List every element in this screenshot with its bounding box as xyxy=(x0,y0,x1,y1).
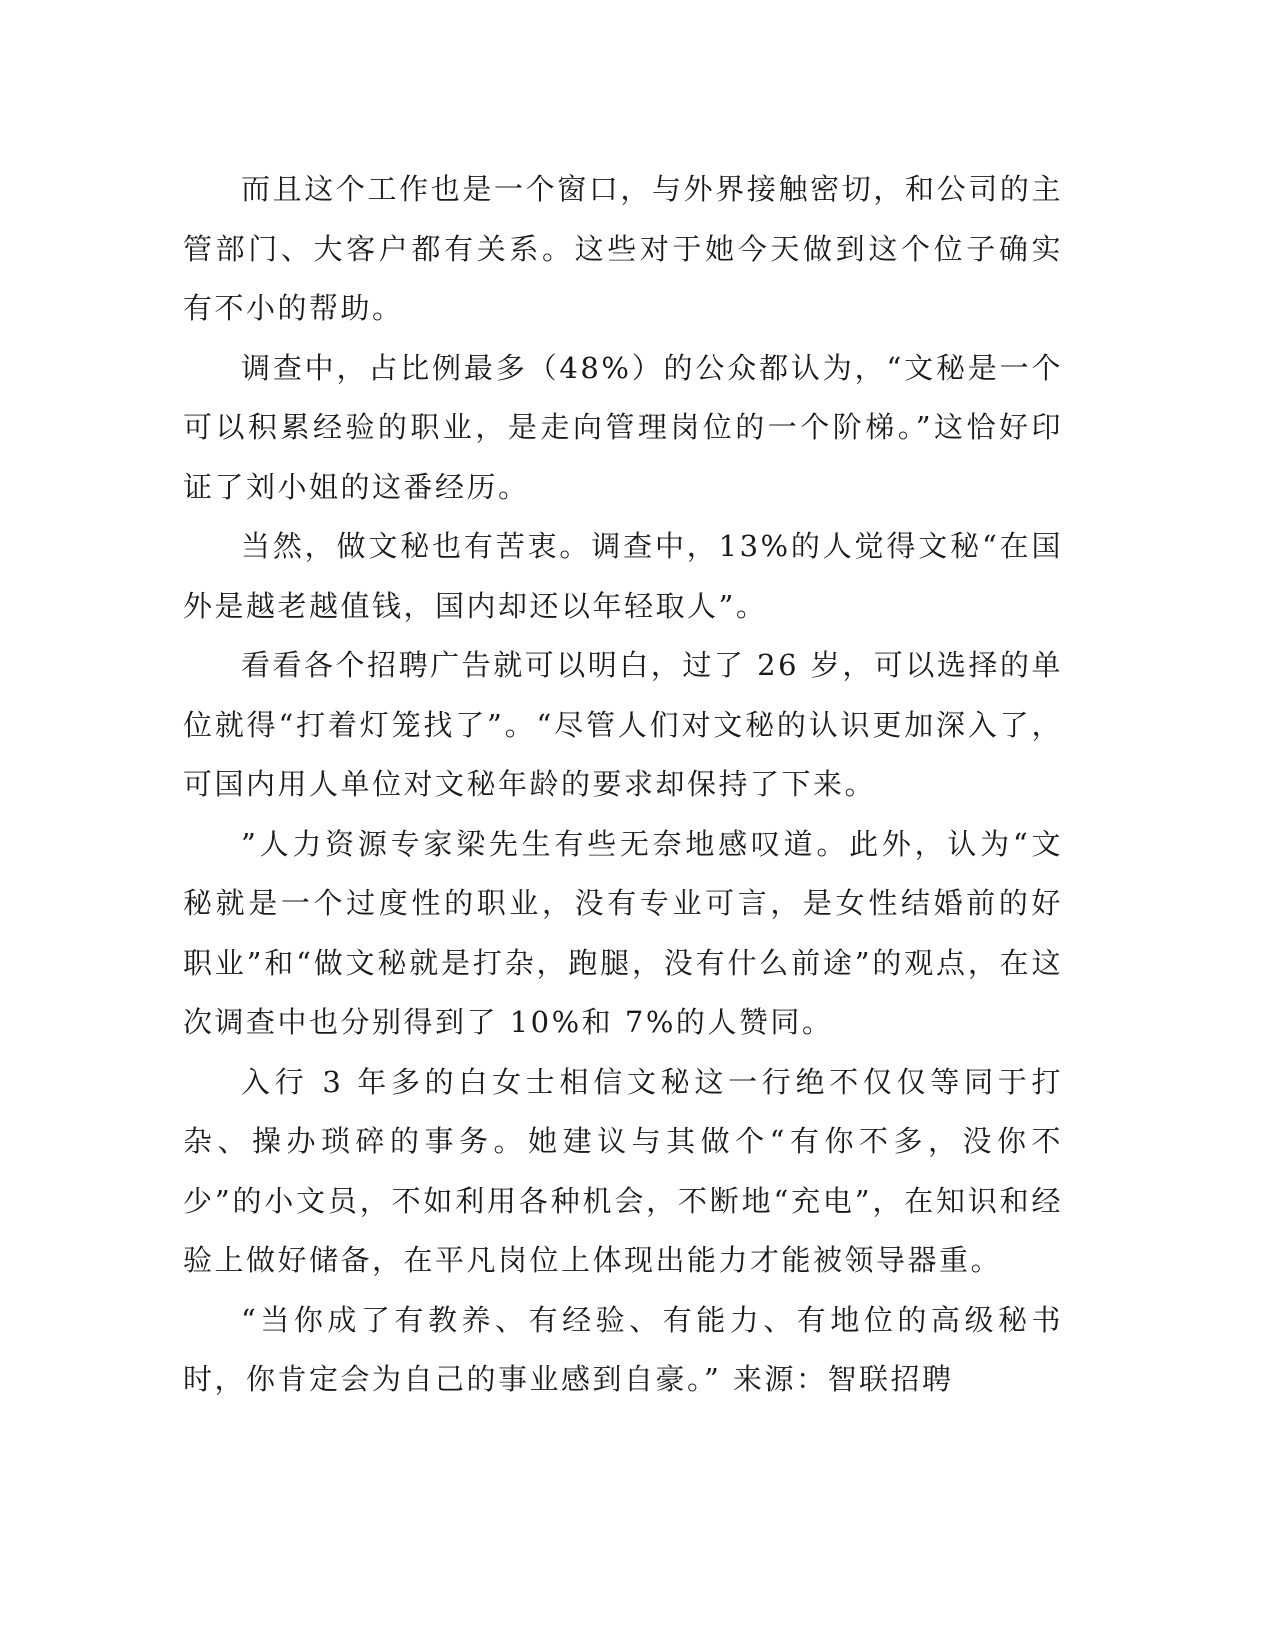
paragraph-6: 入行 3 年多的白女士相信文秘这一行绝不仅仅等同于打杂、操办琐碎的事务。她建议与其做个“有你不多，没你不少”的小文员，不如利用各种机会，不断地“充电”，在知识和经验上做好储备，在平凡岗位上体现出能力才能被领导器重。 xyxy=(183,1064,1063,1277)
paragraph-4: 看看各个招聘广告就可以明白，过了 26 岁，可以选择的单位就得“打着灯笼找了”。“尽管人们对文秘的认识更加深入了，可国内用人单位对文秘年龄的要求却保持了下来。 xyxy=(183,648,1063,801)
paragraph-3: 当然，做文秘也有苦衷。调查中，13%的人觉得文秘“在国外是越老越值钱，国内却还以年轻取人”。 xyxy=(183,529,1063,623)
paragraph-1: 而且这个工作也是一个窗口，与外界接触密切，和公司的主管部门、大客户都有关系。这些对于她今天做到这个位子确实有不小的帮助。 xyxy=(183,172,1063,325)
paragraph-5: ”人力资源专家梁先生有些无奈地感叹道。此外，认为“文秘就是一个过度性的职业，没有专业可言，是女性结婚前的好职业”和“做文秘就是打杂，跑腿，没有什么前途”的观点，在这次调查中也分别得到了 10%和 7%的人赞同。 xyxy=(183,826,1063,1039)
paragraph-2: 调查中，占比例最多（48%）的公众都认为，“文秘是一个可以积累经验的职业，是走向管理岗位的一个阶梯。”这恰好印证了刘小姐的这番经历。 xyxy=(183,350,1063,504)
article-body xyxy=(183,160,1063,1410)
paragraph-7: “当你成了有教养、有经验、有能力、有地位的高级秘书时，你肯定会为自己的事业感到自豪。” 来源：智联招聘 xyxy=(183,1302,1063,1396)
